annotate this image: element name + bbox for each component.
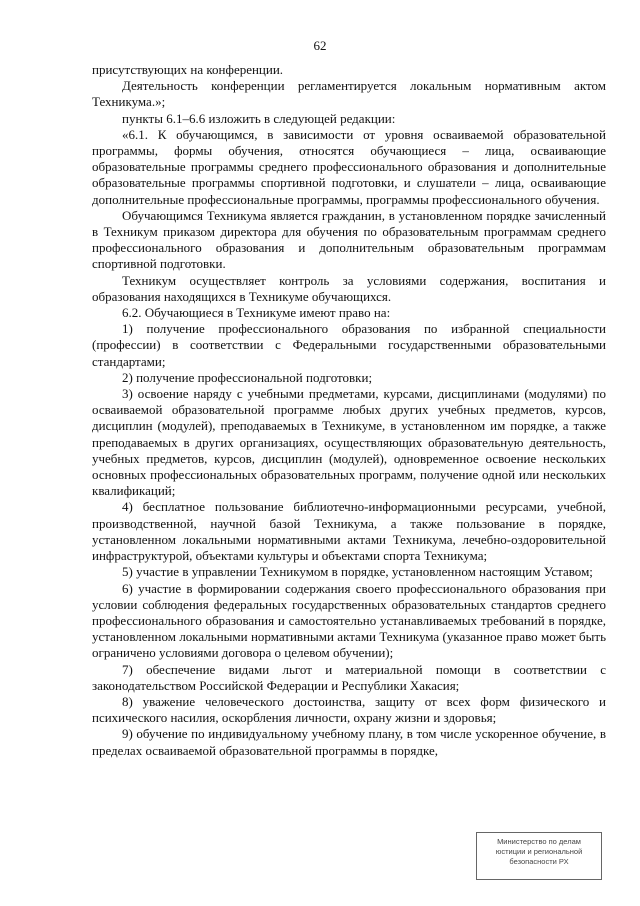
page-number: 62 [313, 38, 327, 53]
list-item: 2) получение профессиональной подготовки; [122, 369, 373, 385]
list-item: 8) уважение человеческого достоинства, защиту от всех форм физического и психического насилия, оскорбления личности, охрану жизни и здоровья; [92, 693, 606, 726]
paragraph: пункты 6.1–6.6 изложить в следующей редакции: [122, 110, 396, 126]
list-item: 3) освоение наряду с учебными предметами, курсами, дисциплинами (модулями) по осваиваемой образовательной программе любых других учебных предметов, курсов, дисциплин (модулей), преподаваемых в Техникуме, в установленном им порядке, а также преподаваемых в других организациях, осуществляющих образовательную деятельность, учебных предметов, курсов, дисциплин (модулей), одновременное освоение нескольких основных профессиональных образовательных программ, получение одной или нескольких квалификаций; [92, 386, 606, 499]
paragraph: Обучающимся Техникума является гражданин, в установленном порядке зачисленный в Техникум приказом директора для обучения по образовательным программам среднего профессионального образования и дополнительным образовательным программам спортивной подготовки. [92, 207, 606, 272]
paragraph: Техникум осуществляет контроль за условиями содержания, воспитания и образования находящихся в Техникуме обучающихся. [92, 272, 606, 304]
list-item: 9) обучение по индивидуальному учебному плану, в том числе ускоренное обучение, в пределах осваиваемой образовательной программы в порядке, [92, 726, 606, 758]
list-item: 6) участие в формировании содержания своего профессионального образования при условии соблюдения федеральных государственных образовательных стандартов среднего профессионального образования и самостоятельно устанавливаемых требований в порядке, установленном локальными нормативными актами Техникума (указанное право может быть ограничено условиями договора о целевом обучении); [92, 580, 606, 661]
stamp-line: Министерство по делам [497, 837, 581, 846]
paragraph: «6.1. К обучающимся, в зависимости от уровня осваиваемой образовательной программы, формы обучения, относятся обучающиеся – лица, осваивающие образовательные программы среднего профессионального образования и дополнительные образовательные программы спортивной подготовки, и слушатели – лица, осваивающие дополнительные профессиональные программы, программы профессионального обучения. [92, 126, 606, 207]
list-item: 5) участие в управлении Техникумом в порядке, установленном настоящим Уставом; [122, 564, 593, 580]
document-body [92, 62, 606, 759]
paragraph: Деятельность конференции регламентируется локальным нормативным актом Техникума.»; [92, 78, 606, 110]
list-item: 1) получение профессионального образования по избранной специальности (профессии) в соответствии с Федеральными государственными образовательными стандартами; [92, 321, 606, 369]
stamp-line: безопасности РХ [509, 857, 569, 866]
stamp-line: юстиции и региональной [495, 847, 583, 856]
list-item: 4) бесплатное пользование библиотечно-информационными ресурсами, учебной, производственной, научной базой Техникума, а также пользование в порядке, установленном локальными нормативными актами Техникума, лечебно-оздоровительной инфраструктурой, объектами культуры и объектами спорта Техникума; [92, 499, 606, 564]
paragraph: 6.2. Обучающиеся в Техникуме имеют право на: [122, 305, 391, 321]
paragraph: присутствующих на конференции. [92, 62, 284, 77]
registration-stamp [476, 832, 602, 880]
list-item: 7) обеспечение видами льгот и материальной помощи в соответствии с законодательством Российской Федерации и Республики Хакасия; [92, 661, 606, 693]
